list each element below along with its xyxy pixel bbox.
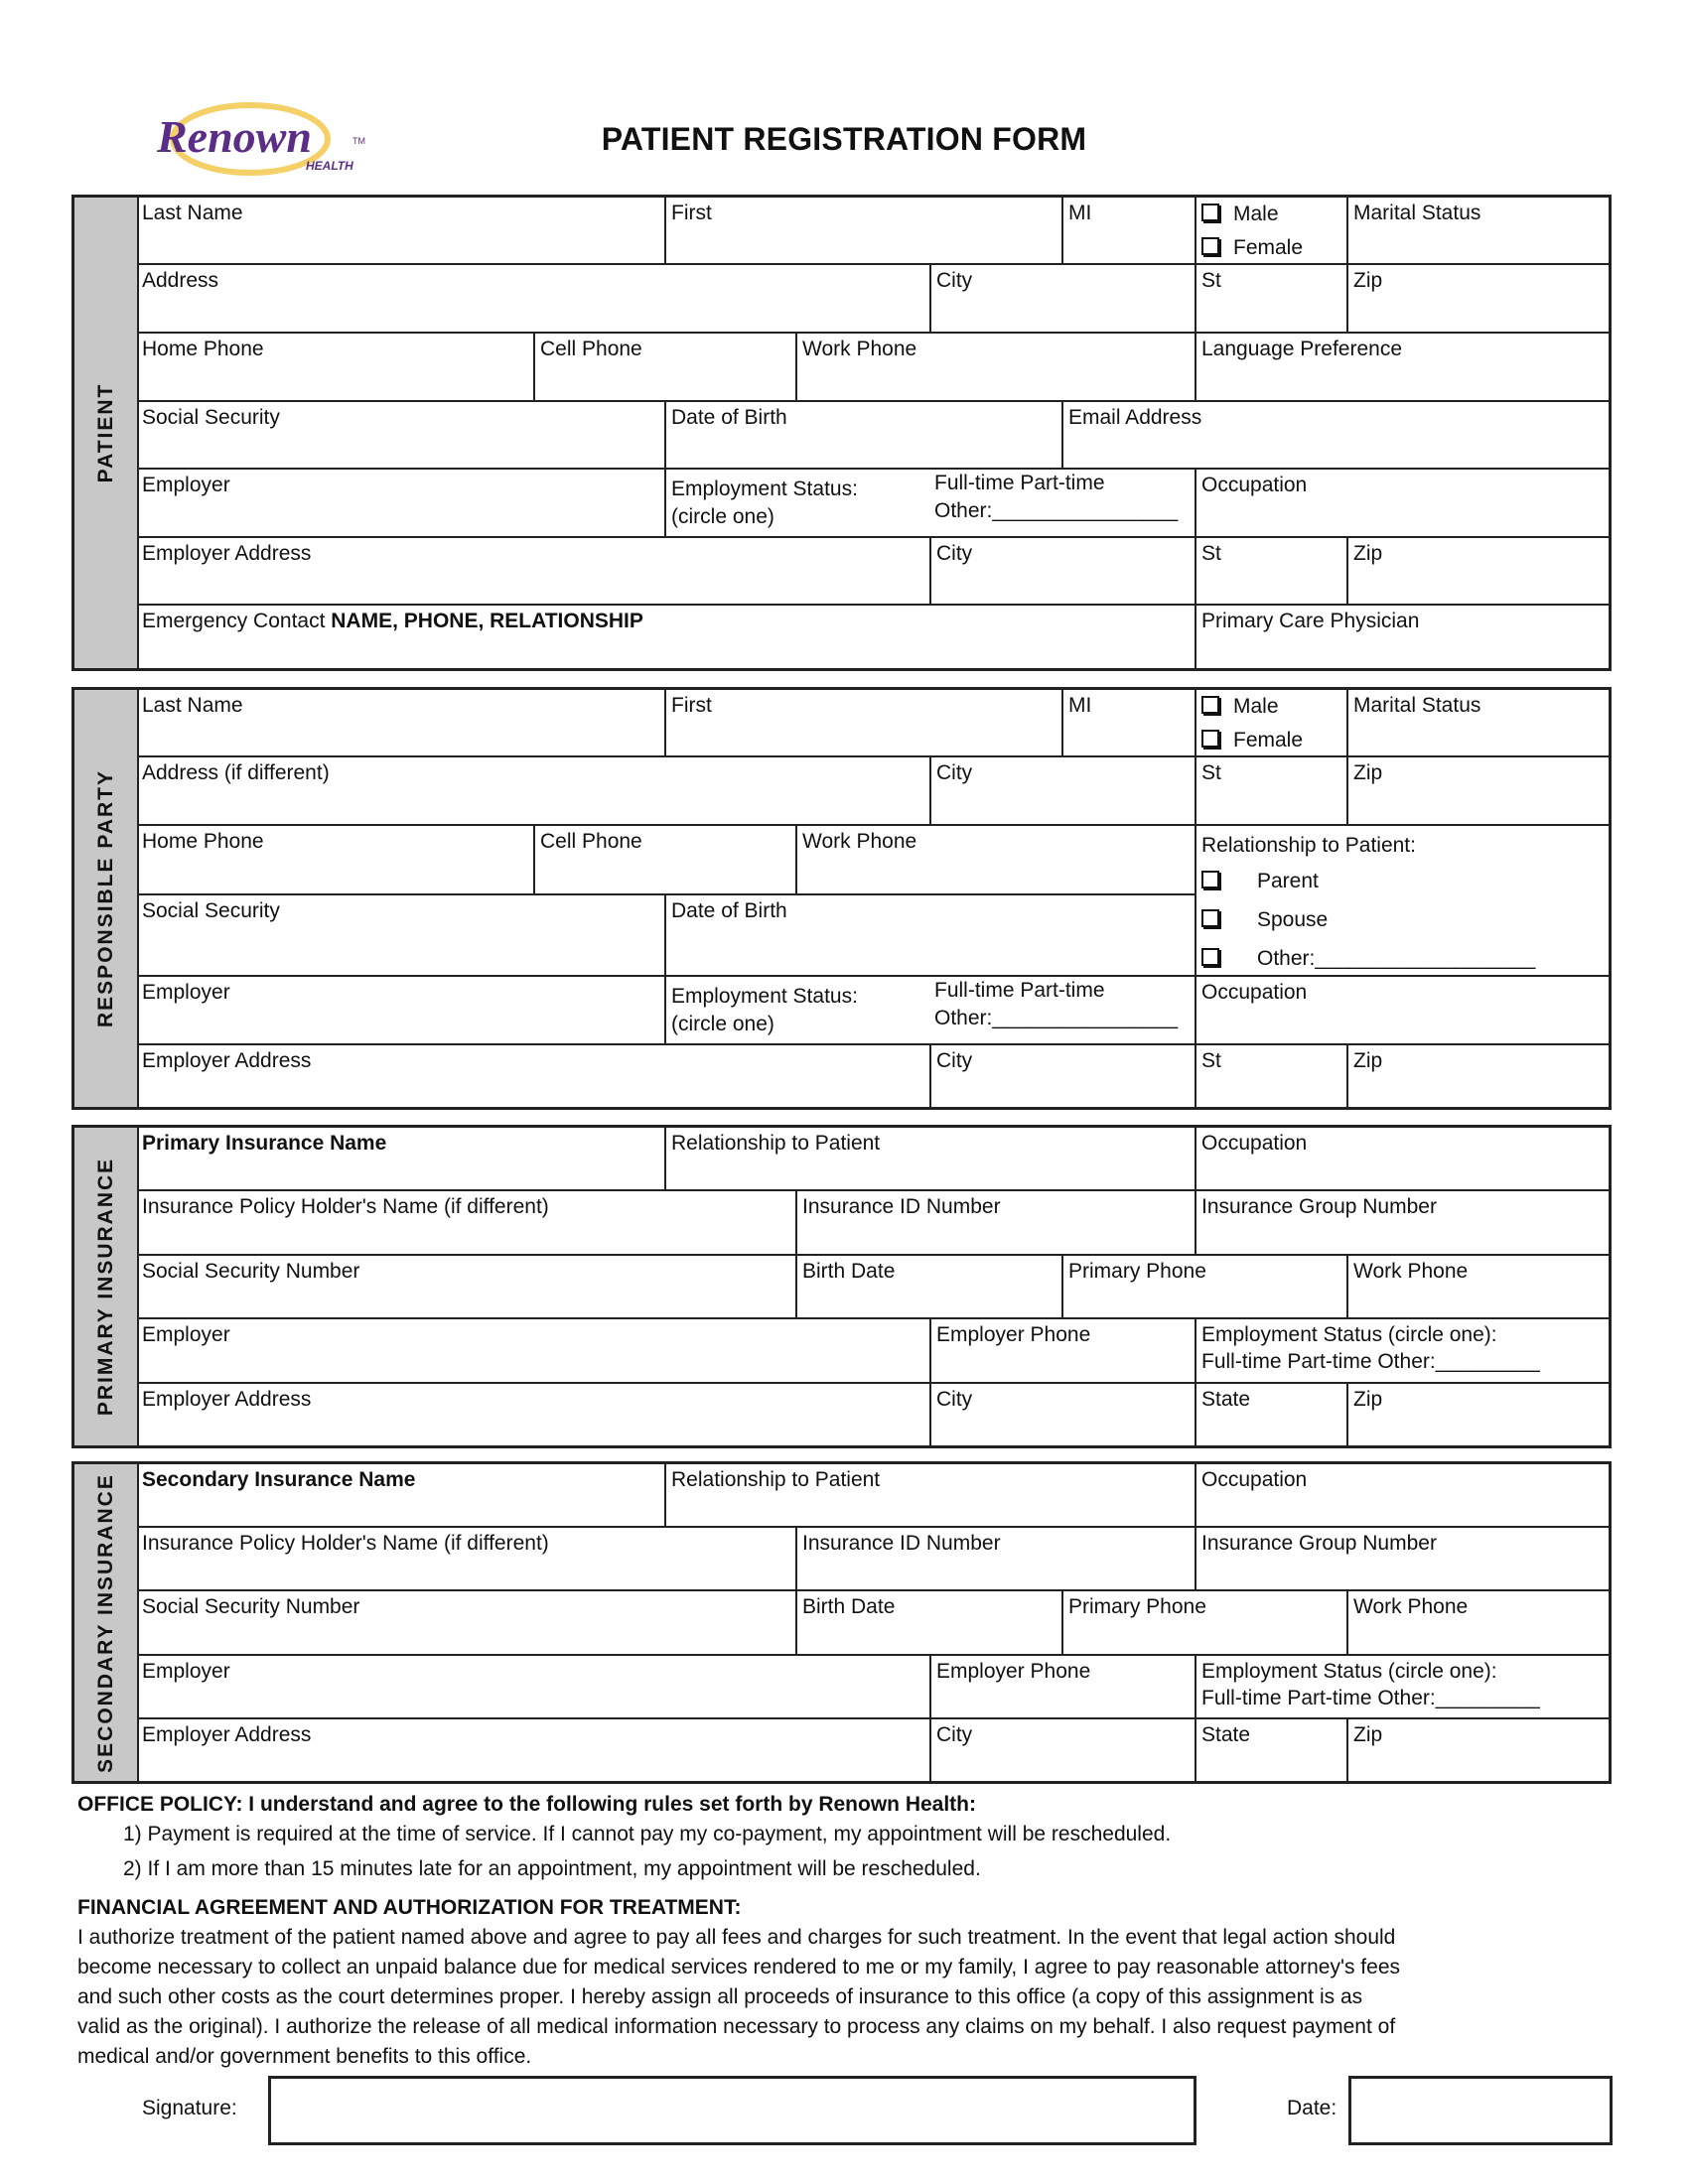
rp-mi-field[interactable]: MI: [1063, 690, 1196, 757]
si-work-phone-field[interactable]: Work Phone: [1348, 1591, 1609, 1656]
patient-female-checkbox[interactable]: [1201, 237, 1219, 255]
patient-section-label: PATIENT: [74, 198, 139, 668]
responsible-party-section-label: RESPONSIBLE PARTY: [74, 690, 139, 1107]
pi-holder-name-field[interactable]: Insurance Policy Holder's Name (if different): [137, 1191, 797, 1256]
pi-occupation-field[interactable]: Occupation: [1196, 1128, 1609, 1191]
patient-dob-field[interactable]: Date of Birth: [666, 402, 1063, 470]
rp-relationship-field: Relationship to Patient: Parent Spouse Other:___________________: [1196, 826, 1609, 977]
financial-agreement-line-1: I authorize treatment of the patient named above and agree to pay all fees and charges for such treatment. In the event that legal action should: [77, 1926, 1396, 1949]
patient-ftpt-options[interactable]: Full-time Part-time: [934, 472, 1105, 494]
secondary-insurance-section: [71, 1461, 1612, 1784]
patient-city-field[interactable]: City: [931, 265, 1196, 334]
si-group-number-field[interactable]: Insurance Group Number: [1196, 1528, 1609, 1591]
pi-ssn-field[interactable]: Social Security Number: [137, 1256, 797, 1319]
patient-section: [71, 195, 1612, 671]
si-birth-date-field[interactable]: Birth Date: [797, 1591, 1063, 1656]
patient-address-field[interactable]: Address: [137, 265, 931, 334]
date-label: Date:: [1287, 2097, 1337, 2119]
si-employment-status-field[interactable]: Employment Status (circle one): Full-time Part-time Other:_________: [1196, 1656, 1609, 1719]
si-holder-name-field[interactable]: Insurance Policy Holder's Name (if different): [137, 1528, 797, 1591]
rp-address-field[interactable]: Address (if different): [137, 757, 931, 826]
financial-agreement-line-5: medical and/or government benefits to this office.: [77, 2045, 532, 2068]
patient-employer-state-field[interactable]: St: [1196, 538, 1348, 606]
si-id-number-field[interactable]: Insurance ID Number: [797, 1528, 1196, 1591]
patient-marital-status-field[interactable]: Marital Status: [1348, 198, 1609, 265]
rp-employer-city-field[interactable]: City: [931, 1045, 1196, 1107]
financial-agreement-heading: FINANCIAL AGREEMENT AND AUTHORIZATION FOR TREATMENT:: [77, 1896, 742, 1919]
rp-female-checkbox[interactable]: [1201, 730, 1219, 748]
patient-language-field[interactable]: Language Preference: [1196, 334, 1609, 402]
rp-city-field[interactable]: City: [931, 757, 1196, 826]
patient-zip-field[interactable]: Zip: [1348, 265, 1609, 334]
financial-agreement-line-2: become necessary to collect an unpaid balance due for medical services rendered to me or my family, I agree to pay reasonable attorney's fees: [77, 1956, 1400, 1979]
patient-ssn-field[interactable]: Social Security: [137, 402, 666, 470]
si-occupation-field[interactable]: Occupation: [1196, 1464, 1609, 1528]
patient-employer-zip-field[interactable]: Zip: [1348, 538, 1609, 606]
patient-male-checkbox[interactable]: [1201, 204, 1219, 221]
rp-parent-checkbox[interactable]: [1201, 871, 1219, 888]
patient-occupation-field[interactable]: Occupation: [1196, 470, 1609, 538]
pi-birth-date-field[interactable]: Birth Date: [797, 1256, 1063, 1319]
pi-employer-phone-field[interactable]: Employer Phone: [931, 1319, 1196, 1384]
rp-employer-zip-field[interactable]: Zip: [1353, 1049, 1383, 1072]
rp-marital-status-field[interactable]: Marital Status: [1348, 690, 1609, 757]
patient-pcp-field[interactable]: Primary Care Physician: [1201, 610, 1420, 632]
pi-employer-field[interactable]: Employer: [137, 1319, 931, 1384]
pi-work-phone-field[interactable]: Work Phone: [1348, 1256, 1609, 1319]
office-policy-rule-1: 1) Payment is required at the time of service. If I cannot pay my co-payment, my appointment will be rescheduled.: [123, 1823, 1172, 1845]
rp-first-name-field[interactable]: First: [666, 690, 1063, 757]
patient-other-status[interactable]: Other:________________: [934, 499, 1179, 522]
rp-occupation-field[interactable]: Occupation: [1196, 977, 1609, 1045]
patient-work-phone-field[interactable]: Work Phone: [797, 334, 1196, 402]
rp-other-checkbox[interactable]: [1201, 948, 1219, 966]
financial-agreement-line-3: and such other costs as the court determines proper. I hereby assign all proceeds of insurance to this office (a copy of this assignment is as: [77, 1985, 1363, 2008]
pi-primary-phone-field[interactable]: Primary Phone: [1063, 1256, 1348, 1319]
si-employer-address-field[interactable]: Employer Address: [137, 1719, 931, 1781]
patient-home-phone-field[interactable]: Home Phone: [137, 334, 535, 402]
si-state-field[interactable]: State: [1196, 1719, 1348, 1781]
primary-insurance-section: [71, 1125, 1612, 1448]
date-field[interactable]: [1348, 2076, 1613, 2145]
pi-relationship-field[interactable]: Relationship to Patient: [666, 1128, 1196, 1191]
office-policy-heading: OFFICE POLICY: I understand and agree to the following rules set forth by Renown Health:: [77, 1793, 976, 1816]
pi-zip-field[interactable]: Zip: [1353, 1388, 1383, 1411]
primary-insurance-section-label: PRIMARY INSURANCE: [74, 1128, 139, 1445]
rp-ftpt-options[interactable]: Full-time Part-time: [934, 979, 1105, 1002]
pi-group-number-field[interactable]: Insurance Group Number: [1196, 1191, 1609, 1256]
rp-zip-field[interactable]: Zip: [1348, 757, 1609, 826]
rp-ssn-field[interactable]: Social Security: [137, 895, 666, 977]
si-employer-phone-field[interactable]: Employer Phone: [931, 1656, 1196, 1719]
rp-spouse-checkbox[interactable]: [1201, 909, 1219, 927]
patient-sex-field: Male Female: [1196, 198, 1348, 265]
rp-employer-state-field[interactable]: St: [1196, 1045, 1348, 1107]
si-zip-field[interactable]: Zip: [1353, 1723, 1383, 1746]
office-policy-rule-2: 2) If I am more than 15 minutes late for an appointment, my appointment will be rescheduled.: [123, 1857, 981, 1880]
patient-mi-field[interactable]: MI: [1063, 198, 1196, 265]
si-employer-field[interactable]: Employer: [137, 1656, 931, 1719]
pi-city-field[interactable]: City: [931, 1384, 1196, 1445]
rp-work-phone-field[interactable]: Work Phone: [797, 826, 1196, 895]
rp-employer-address-field[interactable]: Employer Address: [137, 1045, 931, 1107]
pi-name-field[interactable]: Primary Insurance Name: [137, 1128, 666, 1191]
si-ssn-field[interactable]: Social Security Number: [137, 1591, 797, 1656]
patient-email-field[interactable]: Email Address: [1063, 402, 1609, 470]
patient-employment-status-field: Employment Status: (circle one) Full-time Part-time Other:________________: [666, 470, 1196, 538]
secondary-insurance-section-label: SECONDARY INSURANCE: [74, 1464, 139, 1781]
rp-other-status[interactable]: Other:________________: [934, 1007, 1179, 1029]
signature-field[interactable]: [268, 2076, 1196, 2145]
patient-employer-city-field[interactable]: City: [931, 538, 1196, 606]
patient-emergency-contact-field[interactable]: Emergency Contact NAME, PHONE, RELATIONSHIP: [137, 606, 1196, 668]
rp-home-phone-field[interactable]: Home Phone: [137, 826, 535, 895]
si-relationship-field[interactable]: Relationship to Patient: [666, 1464, 1196, 1528]
patient-employer-field[interactable]: Employer: [137, 470, 666, 538]
rp-employer-field[interactable]: Employer: [137, 977, 666, 1045]
si-city-field[interactable]: City: [931, 1719, 1196, 1781]
logo-tm: TM: [352, 136, 365, 146]
logo-brand-text: Renown: [157, 111, 312, 162]
logo-sub-text: HEALTH: [306, 159, 353, 173]
si-name-field[interactable]: Secondary Insurance Name: [137, 1464, 666, 1528]
signature-label: Signature:: [142, 2097, 237, 2119]
responsible-party-section: [71, 687, 1612, 1110]
pi-state-field[interactable]: State: [1196, 1384, 1348, 1445]
rp-employment-status-field: Employment Status: (circle one) Full-time Part-time Other:________________: [666, 977, 1196, 1045]
pi-employer-address-field[interactable]: Employer Address: [137, 1384, 931, 1445]
pi-id-number-field[interactable]: Insurance ID Number: [797, 1191, 1196, 1256]
patient-state-field[interactable]: St: [1196, 265, 1348, 334]
financial-agreement-line-4: valid as the original). I authorize the release of all medical information necessary to process any claims on my behalf. I also request payment of: [77, 2015, 1396, 2038]
patient-employer-address-field[interactable]: Employer Address: [137, 538, 931, 606]
form-title: PATIENT REGISTRATION FORM: [601, 121, 1087, 157]
rp-state-field[interactable]: St: [1196, 757, 1348, 826]
si-primary-phone-field[interactable]: Primary Phone: [1063, 1591, 1348, 1656]
rp-last-name-field[interactable]: Last Name: [137, 690, 666, 757]
rp-sex-field: Male Female: [1196, 690, 1348, 757]
pi-employment-status-field[interactable]: Employment Status (circle one): Full-time Part-time Other:_________: [1196, 1319, 1609, 1384]
rp-cell-phone-field[interactable]: Cell Phone: [535, 826, 797, 895]
rp-dob-field[interactable]: Date of Birth: [666, 895, 1196, 977]
patient-cell-phone-field[interactable]: Cell Phone: [535, 334, 797, 402]
patient-last-name-field[interactable]: Last Name: [137, 198, 666, 265]
patient-first-name-field[interactable]: First: [666, 198, 1063, 265]
rp-male-checkbox[interactable]: [1201, 696, 1219, 714]
